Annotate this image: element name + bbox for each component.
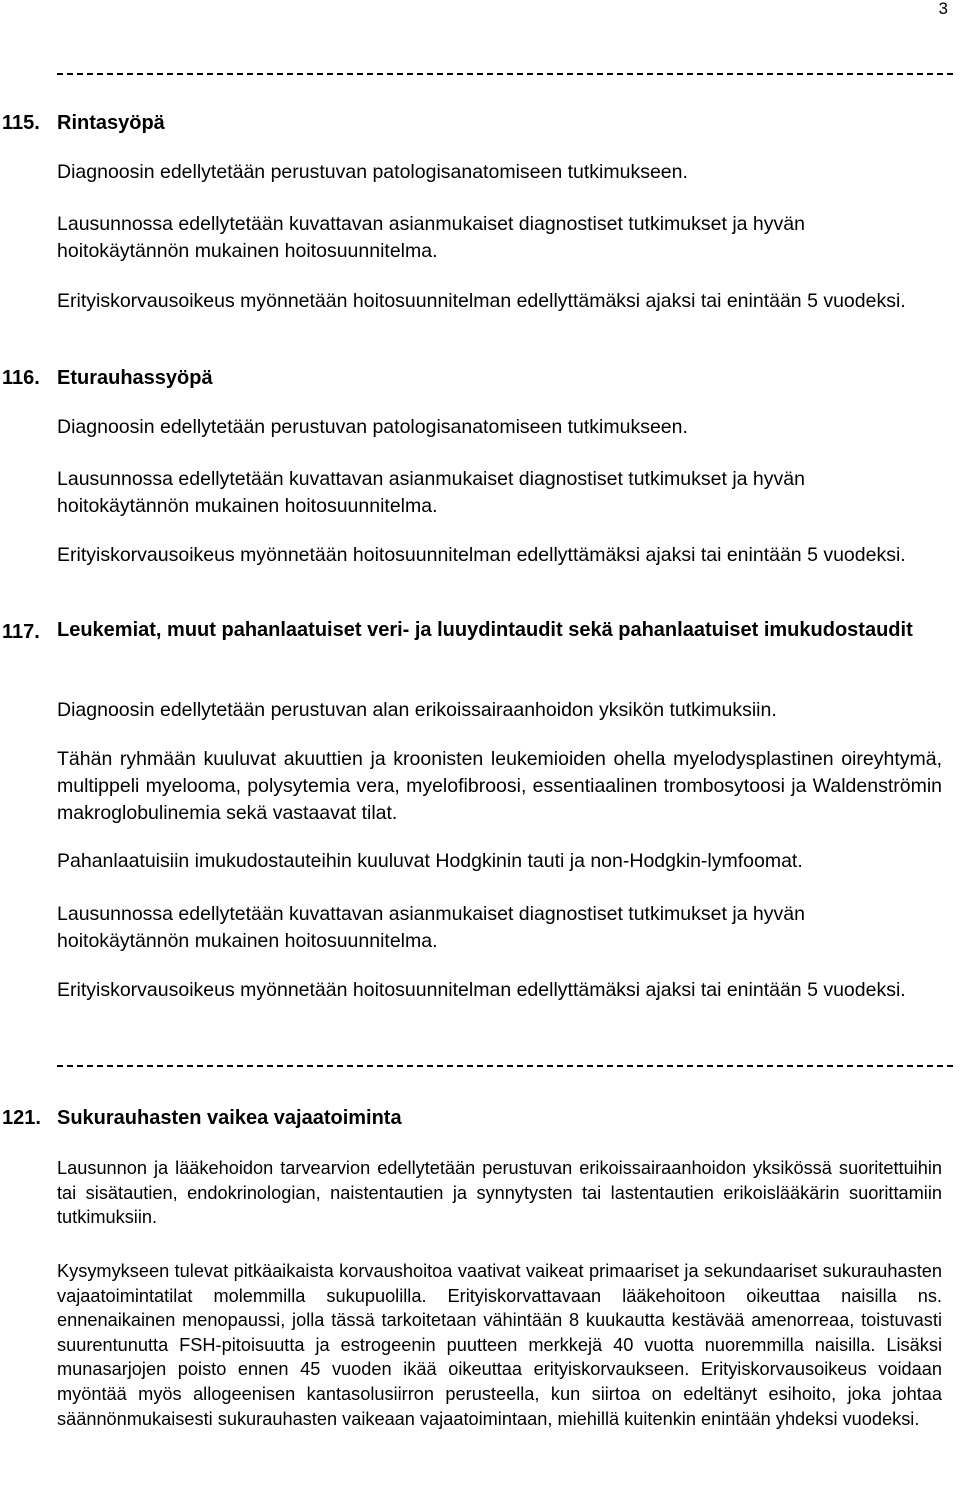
section-heading	[0, 1103, 960, 1133]
section-number: 121.	[2, 1107, 41, 1129]
paragraph: Erityiskorvausoikeus myönnetään hoitosuunnitelman edellyttämäksi ajaksi tai enintään 5 vuodeksi.	[57, 544, 906, 566]
paragraph: Erityiskorvausoikeus myönnetään hoitosuunnitelman edellyttämäksi ajaksi tai enintään 5 vuodeksi.	[57, 290, 906, 312]
section-116	[0, 363, 960, 393]
paragraph: Erityiskorvausoikeus myönnetään hoitosuunnitelman edellyttämäksi ajaksi tai enintään 5 vuodeksi.	[57, 979, 906, 1001]
paragraph: Lausunnon ja lääkehoidon tarvearvion edellytetään perustuvan erikoissairaanhoidon yksikössä suoritettuihin tai sisätautien, endokrinologian, naistentautien ja synnytysten tai lastentautien erikoislääkärin suorittamiin tutkimuksiin.	[57, 1158, 942, 1228]
section-number: 117.	[2, 621, 40, 643]
section-115	[0, 108, 960, 138]
paragraph: Tähän ryhmään kuuluvat akuuttien ja kroonisten leukemioiden ohella myelodysplastinen oireyhtymä, multippeli myelooma, polysytemia vera, myelofibroosi, essentiaalinen trombosytoosi ja Waldenströmin makroglobulinemia sekä vastaavat tilat.	[57, 748, 942, 824]
paragraph: Kysymykseen tulevat pitkäaikaista korvaushoitoa vaativat vaikeat primaariset ja sekundaariset sukurauhasten vajaatoimintatilat molemmilla sukupuolilla. Erityiskorvattavaan lääkehoitoon oikeuttaa naisilla ns. ennenaikainen menopaussi, jolla tässä tarkoitetaan vähintään 8 kuukautta kestävää amenorreaa, toistuvasti suurentunutta FSH-pitoisuutta ja estrogeenin puutteen merkkejä 40 vuotta nuoremmilla naisilla. Lisäksi munasarjojen poisto ennen 45 vuoden ikää oikeuttaa erityiskorvaukseen. Erityiskorvausoikeus voidaan myöntää myös allogeenisen kantasolusiirron perusteella, kun siirtoa on edeltänyt esihoito, joka johtaa säännönmukaisesti sukurauhasten vaikeaan vajaatoimintaan, miehillä kuitenkin enintään yhdeksi vuodeksi.	[57, 1261, 942, 1429]
paragraph: Lausunnossa edellytetään kuvattavan asianmukaiset diagnostiset tutkimukset ja hyvän hoitokäytännön mukainen hoitosuunnitelma.	[57, 903, 805, 952]
section-heading	[0, 617, 960, 673]
paragraph: Diagnoosin edellytetään perustuvan alan erikoissairaanhoidon yksikön tutkimuksiin.	[57, 699, 777, 721]
section-title: Leukemiat, muut pahanlaatuiset veri- ja luuydintaudit sekä pahanlaatuiset imukudostaudit	[57, 619, 913, 641]
dashed-divider	[57, 1065, 953, 1067]
section-number: 116.	[2, 367, 40, 389]
paragraph: Pahanlaatuisiin imukudostauteihin kuuluvat Hodgkinin tauti ja non-Hodgkin-lymfoomat.	[57, 850, 803, 872]
paragraph: Lausunnossa edellytetään kuvattavan asianmukaiset diagnostiset tutkimukset ja hyvän hoitokäytännön mukainen hoitosuunnitelma.	[57, 213, 805, 262]
section-117	[0, 617, 960, 673]
paragraph: Diagnoosin edellytetään perustuvan patologisanatomiseen tutkimukseen.	[57, 161, 688, 183]
section-heading	[0, 108, 960, 138]
section-title: Eturauhassyöpä	[57, 367, 213, 389]
section-121	[0, 1103, 960, 1133]
page-number: 3	[938, 0, 948, 18]
dashed-divider	[57, 73, 953, 75]
paragraph: Lausunnossa edellytetään kuvattavan asianmukaiset diagnostiset tutkimukset ja hyvän hoitokäytännön mukainen hoitosuunnitelma.	[57, 468, 805, 517]
section-heading	[0, 363, 960, 393]
section-number: 115.	[2, 112, 40, 134]
paragraph: Diagnoosin edellytetään perustuvan patologisanatomiseen tutkimukseen.	[57, 416, 688, 438]
section-title: Rintasyöpä	[57, 112, 165, 134]
section-title: Sukurauhasten vaikea vajaatoiminta	[57, 1107, 402, 1129]
